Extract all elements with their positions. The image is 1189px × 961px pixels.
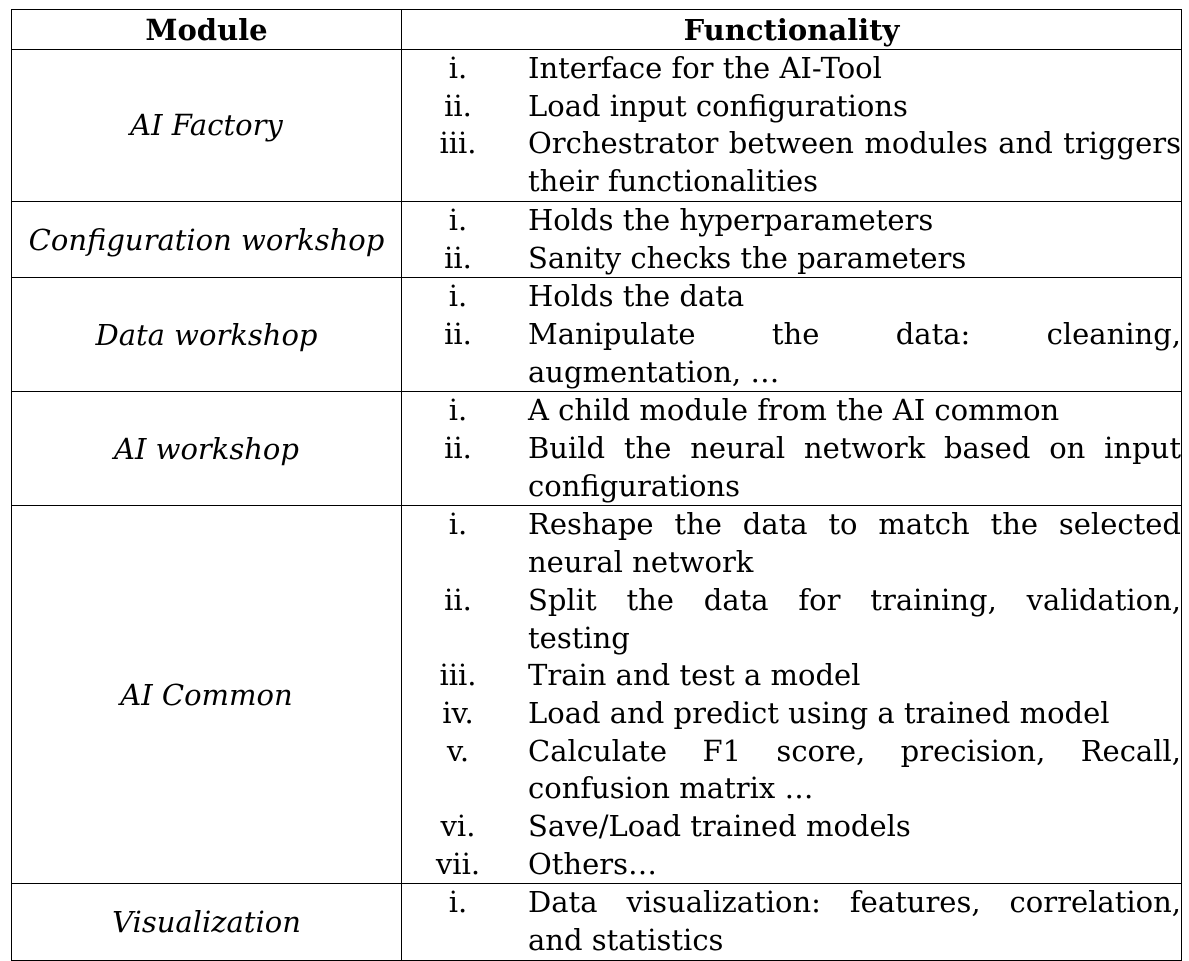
functionality-list bbox=[402, 392, 1181, 505]
item-text: Holds the hyperparameters bbox=[528, 202, 934, 237]
module-name: Data workshop bbox=[12, 278, 402, 392]
item-number: i. bbox=[448, 393, 468, 428]
item-text: Load input configurations bbox=[528, 88, 908, 123]
module-functionality-table bbox=[11, 9, 1182, 961]
item-number: i. bbox=[448, 279, 468, 314]
item-text: Data visualization: features, correlation, and statistics bbox=[528, 885, 1181, 958]
list-item bbox=[402, 846, 1181, 884]
module-name: AI workshop bbox=[12, 392, 402, 506]
module-column-header: Module bbox=[12, 10, 402, 50]
list-item bbox=[402, 202, 1181, 240]
item-number: ii. bbox=[444, 88, 472, 123]
list-item bbox=[402, 430, 1181, 505]
table-row bbox=[12, 884, 1182, 960]
functionality-list bbox=[402, 884, 1181, 959]
item-number: vii. bbox=[435, 846, 481, 881]
list-item bbox=[402, 808, 1181, 846]
item-text: Split the data for training, validation, testing bbox=[528, 582, 1181, 655]
item-number: i. bbox=[448, 507, 468, 542]
item-number: iv. bbox=[442, 695, 474, 730]
item-text: Calculate F1 score, precision, Recall, confusion matrix … bbox=[528, 733, 1181, 806]
list-item bbox=[402, 657, 1181, 695]
module-name: AI Factory bbox=[12, 50, 402, 202]
item-text: Others… bbox=[528, 846, 658, 881]
item-text: Load and predict using a trained model bbox=[528, 695, 1110, 730]
list-item bbox=[402, 695, 1181, 733]
list-item bbox=[402, 733, 1181, 808]
item-number: iii. bbox=[439, 658, 477, 693]
functionality-cell bbox=[402, 50, 1182, 202]
table-row bbox=[12, 50, 1182, 202]
functionality-list bbox=[402, 50, 1181, 201]
list-item bbox=[402, 316, 1181, 391]
item-text: A child module from the AI common bbox=[528, 393, 1060, 428]
functionality-cell bbox=[402, 278, 1182, 392]
item-number: i. bbox=[448, 885, 468, 920]
table-body bbox=[12, 50, 1182, 961]
functionality-list bbox=[402, 278, 1181, 391]
table-row bbox=[12, 278, 1182, 392]
table-row bbox=[12, 392, 1182, 506]
list-item bbox=[402, 50, 1181, 88]
module-name: Configuration workshop bbox=[12, 201, 402, 277]
item-number: v. bbox=[446, 733, 470, 768]
item-text: Interface for the AI-Tool bbox=[528, 51, 882, 85]
item-text: Sanity checks the parameters bbox=[528, 240, 967, 275]
item-number: iii. bbox=[439, 126, 477, 161]
list-item bbox=[402, 582, 1181, 657]
item-text: Train and test a model bbox=[528, 658, 861, 693]
item-number: i. bbox=[448, 51, 468, 85]
item-text: Holds the data bbox=[528, 279, 745, 314]
functionality-column-header: Functionality bbox=[402, 10, 1182, 50]
functionality-cell bbox=[402, 392, 1182, 506]
table-row bbox=[12, 201, 1182, 277]
list-item bbox=[402, 125, 1181, 200]
item-text: Manipulate the data: cleaning, augmentation, … bbox=[528, 316, 1181, 389]
module-name: AI Common bbox=[12, 506, 402, 884]
item-number: i. bbox=[448, 202, 468, 237]
item-text: Orchestrator between modules and triggers their functionalities bbox=[528, 126, 1181, 199]
list-item bbox=[402, 240, 1181, 278]
functionality-cell bbox=[402, 201, 1182, 277]
list-item bbox=[402, 392, 1181, 430]
module-name: Visualization bbox=[12, 884, 402, 960]
list-item bbox=[402, 506, 1181, 581]
list-item bbox=[402, 278, 1181, 316]
item-text: Save/Load trained models bbox=[528, 809, 911, 844]
item-number: ii. bbox=[444, 431, 472, 466]
item-text: Reshape the data to match the selected neural network bbox=[528, 507, 1181, 580]
functionality-cell bbox=[402, 506, 1182, 884]
functionality-list bbox=[402, 202, 1181, 277]
functionality-list bbox=[402, 506, 1181, 883]
table-row bbox=[12, 506, 1182, 884]
header-row bbox=[12, 10, 1182, 50]
item-number: vi. bbox=[440, 809, 476, 844]
functionality-cell bbox=[402, 884, 1182, 960]
item-number: ii. bbox=[444, 316, 472, 351]
list-item bbox=[402, 884, 1181, 959]
item-number: ii. bbox=[444, 240, 472, 275]
item-number: ii. bbox=[444, 582, 472, 617]
list-item bbox=[402, 88, 1181, 126]
item-text: Build the neural network based on input configurations bbox=[528, 431, 1181, 503]
